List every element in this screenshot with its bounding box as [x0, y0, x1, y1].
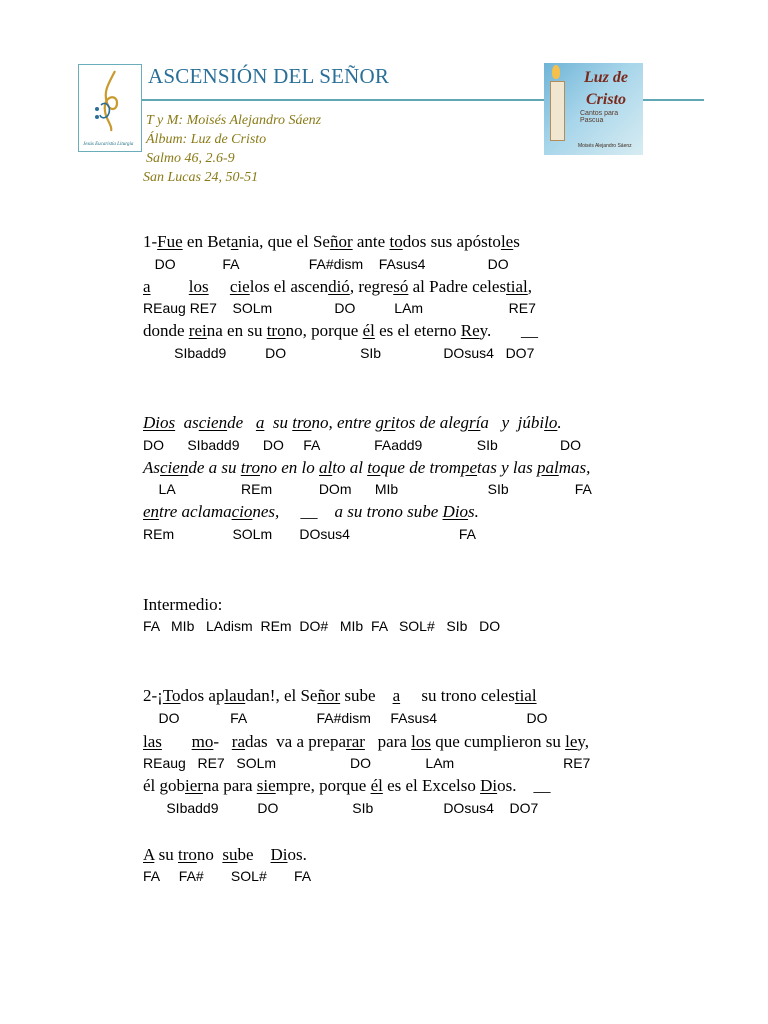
verse1-lyric-2 — [143, 277, 532, 297]
ending-lyric — [143, 845, 307, 865]
stressed-syllable: pe — [461, 458, 478, 477]
lyric-text: y, — [577, 732, 590, 751]
lyric-text — [151, 277, 189, 296]
stressed-syllable: Dio — [442, 502, 469, 521]
lyric-text: mpre, porque — [275, 776, 371, 795]
stressed-syllable: tro — [177, 845, 197, 864]
lyric-text: al Padre celes — [408, 277, 507, 296]
lyric-text: para — [364, 732, 412, 751]
lyric-text: , regre — [349, 277, 394, 296]
lyric-text: y. __ — [479, 321, 539, 340]
stressed-syllable: los — [188, 277, 209, 296]
stressed-syllable: los — [411, 732, 432, 751]
album-line: Álbum: Luz de Cristo — [146, 132, 267, 147]
album-cover — [544, 63, 643, 155]
lyric-text: , — [527, 277, 533, 296]
chorus-lyric-1 — [143, 413, 562, 433]
lyric-text: en Bet — [182, 232, 231, 251]
lyric-text: mas, — [558, 458, 591, 477]
verse1-lyric-1 — [143, 232, 520, 252]
lyric-text: su — [154, 845, 178, 864]
verse2-chords-1: DO FA FA#dism FAsus4 DO — [143, 710, 548, 726]
stressed-syllable: a — [230, 232, 239, 251]
lyric-text: as — [175, 413, 199, 432]
stressed-syllable: a — [143, 277, 151, 296]
stressed-syllable: ñor — [329, 232, 353, 251]
stressed-syllable: tial — [514, 686, 537, 705]
lyric-text: es el eterno — [374, 321, 461, 340]
stressed-syllable: cien — [160, 458, 189, 477]
verse2-chords-2: REaug RE7 SOLm DO LAm RE7 — [143, 755, 591, 771]
lyric-text: s — [513, 232, 520, 251]
stressed-syllable: To — [162, 686, 181, 705]
stressed-syllable: mo — [191, 732, 214, 751]
lyric-text: dos ap — [180, 686, 225, 705]
lyric-text: que de trom — [380, 458, 461, 477]
lyric-text: no, porque — [285, 321, 363, 340]
lyric-text: no — [196, 845, 223, 864]
stressed-syllable: a — [392, 686, 401, 705]
lyric-text: de — [227, 413, 256, 432]
stressed-syllable: ier — [185, 776, 203, 795]
lyric-text — [162, 732, 192, 751]
stressed-syllable: gri — [375, 413, 396, 432]
psalm-reference: Salmo 46, 2.6-9 — [146, 151, 235, 166]
stressed-syllable: dió — [328, 277, 350, 296]
lyric-text — [209, 277, 230, 296]
lyric-text: s. — [468, 502, 479, 521]
verse1-chords-2: REaug RE7 SOLm DO LAm RE7 — [143, 300, 536, 316]
lyric-text: 2-¡ — [143, 686, 163, 705]
verse1-chords-1: DO FA FA#dism FAsus4 DO — [143, 256, 509, 272]
lyric-text: to al — [332, 458, 368, 477]
lyric-text: nia, que el Se — [238, 232, 330, 251]
stressed-syllable: Re — [460, 321, 480, 340]
stressed-syllable: le — [500, 232, 514, 251]
stressed-syllable: él — [370, 776, 383, 795]
lyric-text: nes, __ a su trono sube — [252, 502, 443, 521]
stressed-syllable: tro — [292, 413, 312, 432]
lyric-text: su trono celes — [400, 686, 515, 705]
stressed-syllable: cie — [229, 277, 250, 296]
lyric-text: a y júbi — [480, 413, 545, 432]
verse2-lyric-1 — [143, 686, 537, 706]
lyric-text: no, entre — [311, 413, 376, 432]
lyric-text: . — [557, 413, 562, 432]
stressed-syllable: lau — [224, 686, 246, 705]
lyric-text: os. __ — [497, 776, 551, 795]
lyric-text: ante — [352, 232, 390, 251]
stressed-syllable: Di — [270, 845, 288, 864]
stressed-syllable: tro — [266, 321, 286, 340]
lyric-text: dan!, el Se — [245, 686, 318, 705]
lyric-text: sube — [340, 686, 393, 705]
lyric-text: tas y las — [477, 458, 538, 477]
stressed-syllable: ra — [231, 732, 246, 751]
stressed-syllable: cien — [198, 413, 228, 432]
stressed-syllable: lo — [544, 413, 558, 432]
lyric-text: dos sus apósto — [402, 232, 501, 251]
album-cover-author: Moisés Alejandro Sáenz — [578, 143, 632, 149]
intermedio-label: Intermedio: — [143, 595, 223, 614]
lyric-text: donde — [143, 321, 189, 340]
stressed-syllable: grí — [460, 413, 481, 432]
treble-clef-icon — [79, 65, 139, 135]
verse2-chords-3: SIbadd9 DO SIb DOsus4 DO7 — [143, 800, 539, 816]
album-cover-subtitle: Cantos para Pascua — [580, 110, 619, 124]
chorus-lyric-2 — [143, 458, 590, 478]
stressed-syllable: to — [367, 458, 381, 477]
song-title: ASCENSIÓN DEL SEÑOR — [148, 64, 390, 88]
publisher-logo — [78, 64, 142, 152]
stressed-syllable: en — [143, 502, 160, 521]
paschal-candle-icon — [550, 81, 565, 141]
lyric-text: su — [264, 413, 293, 432]
lyric-text: na en su — [206, 321, 267, 340]
stressed-syllable: A — [143, 845, 155, 864]
chorus-chords-3: REm SOLm DOsus4 FA — [143, 526, 476, 542]
stressed-syllable: rar — [346, 732, 365, 751]
stressed-syllable: al — [319, 458, 333, 477]
stressed-syllable: su — [222, 845, 238, 864]
stressed-syllable: rei — [188, 321, 207, 340]
ending-chords: FA FA# SOL# FA — [143, 868, 312, 884]
stressed-syllable: tro — [240, 458, 260, 477]
stressed-syllable: pal — [537, 458, 559, 477]
album-cover-title-2: Cristo — [586, 91, 627, 108]
gospel-reference: San Lucas 24, 50-51 — [143, 170, 259, 185]
stressed-syllable: le — [565, 732, 578, 751]
lyric-text: tre aclama — [159, 502, 232, 521]
lyric-text: no en lo — [259, 458, 319, 477]
stressed-syllable: tial — [506, 277, 528, 296]
lyric-text: das va a prepa — [245, 732, 347, 751]
lyric-text: na para — [202, 776, 257, 795]
chorus-chords-1: DO SIbadd9 DO FA FAadd9 SIb DO — [143, 437, 582, 453]
album-cover-title-1: Luz de — [584, 69, 628, 86]
logo-caption: Jesús Eucaristía Liturgia — [83, 142, 134, 147]
stressed-syllable: ñor — [317, 686, 341, 705]
lyric-text: él gob — [143, 776, 186, 795]
lyric-text: - — [213, 732, 232, 751]
lyric-text: tos de ale — [395, 413, 461, 432]
stressed-syllable: to — [389, 232, 403, 251]
verse1-chords-3: SIbadd9 DO SIb DOsus4 DO7 — [143, 345, 535, 361]
intermedio-chords: FA MIb LAdism REm DO# MIb FA SOL# SIb DO — [143, 618, 501, 634]
stressed-syllable: Fue — [157, 232, 183, 251]
stressed-syllable: sie — [256, 776, 276, 795]
lyric-text: be — [237, 845, 271, 864]
lyric-text: As — [143, 458, 160, 477]
chorus-chords-2: LA REm DOm MIb SIb FA — [143, 481, 592, 497]
stressed-syllable: él — [362, 321, 375, 340]
stressed-syllable: Dios — [143, 413, 176, 432]
verse2-lyric-3 — [143, 776, 550, 796]
lyric-text: que cumplieron su — [431, 732, 566, 751]
verse1-lyric-3 — [143, 321, 538, 341]
stressed-syllable: a — [255, 413, 265, 432]
lyric-text: os. — [287, 845, 307, 864]
lyric-text: los el ascen — [249, 277, 329, 296]
stressed-syllable: las — [143, 732, 162, 751]
credits-line: T y M: Moisés Alejandro Sáenz — [146, 113, 322, 128]
stressed-syllable: Di — [480, 776, 498, 795]
verse2-lyric-2 — [143, 732, 589, 752]
lyric-text: de a su — [188, 458, 241, 477]
lyric-text: es el Excelso — [382, 776, 481, 795]
chorus-lyric-3 — [143, 502, 479, 522]
stressed-syllable: cio — [231, 502, 253, 521]
lyric-text: 1- — [143, 232, 158, 251]
flame-icon — [552, 65, 560, 79]
stressed-syllable: só — [393, 277, 409, 296]
